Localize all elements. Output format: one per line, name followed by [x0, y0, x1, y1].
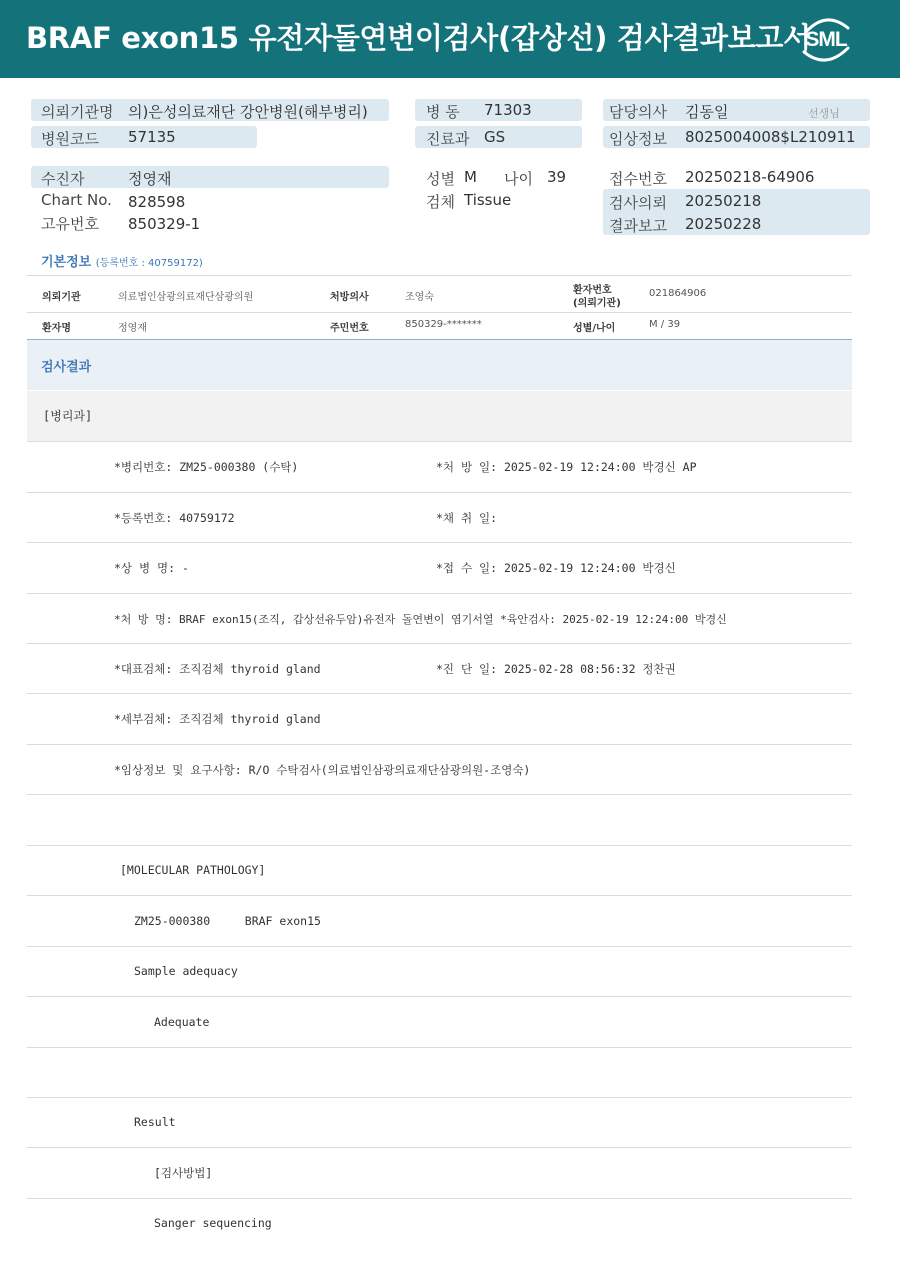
department-heading	[27, 391, 852, 441]
basic-presc-value: 조영숙	[405, 292, 434, 303]
result-line: *진 단 일: 2025-02-28 08:56:32 정찬권	[436, 662, 676, 676]
row-divider	[27, 693, 852, 694]
patient-label: 수진자	[41, 170, 85, 188]
institution-value: 의)은성의료재단 강안병원(해부병리)	[128, 103, 368, 121]
result-line: *임상정보 및 요구사항: R/O 수탁검사(의료법인삼광의료재단삼광의원-조영숙)	[114, 763, 531, 777]
row-divider	[27, 1097, 852, 1098]
result-line: *병리번호: ZM25-000380 (수탁)	[114, 460, 299, 474]
result-line: Result	[134, 1115, 176, 1129]
row-divider	[27, 845, 852, 846]
result-line: *채 취 일:	[436, 511, 498, 525]
hospital-code-value: 57135	[128, 128, 176, 146]
row-divider	[27, 593, 852, 594]
basic-sexage-value: M / 39	[649, 319, 681, 330]
ward-label: 병 동	[426, 103, 460, 121]
specimen-label: 검체	[426, 193, 455, 211]
specimen-value: Tissue	[464, 191, 512, 209]
basic-pno-label-2: (의뢰기관)	[573, 298, 621, 309]
doctor-suffix: 선생님	[808, 107, 840, 120]
sex-label: 성별	[426, 170, 455, 188]
chart-no-value: 828598	[128, 193, 186, 211]
age-value: 39	[547, 168, 567, 186]
result-line: *등록번호: 40759172	[114, 511, 235, 525]
patient-row	[31, 166, 389, 188]
age-label: 나이	[504, 170, 533, 188]
row-divider	[27, 542, 852, 543]
department-value: GS	[484, 128, 506, 146]
basic-name-label: 환자명	[42, 323, 71, 334]
results-header	[27, 340, 852, 390]
hospital-code-label: 병원코드	[41, 130, 99, 148]
unique-no-value: 850329-1	[128, 215, 201, 233]
result-line: *상 병 명: -	[114, 561, 189, 575]
result-line: [MOLECULAR PATHOLOGY]	[120, 863, 266, 877]
request-date-value: 20250218	[685, 192, 762, 210]
row-divider	[27, 441, 852, 442]
basic-rrn-label: 주민번호	[330, 323, 369, 334]
department-label: 진료과	[426, 130, 470, 148]
basic-name-value: 정영재	[118, 323, 147, 334]
result-line: Sample adequacy	[134, 964, 238, 978]
report-date-label: 결과보고	[609, 217, 667, 235]
institution-label: 의뢰기관명	[41, 103, 114, 121]
result-line: [검사방법]	[154, 1166, 213, 1180]
basic-pno-label-1: 환자번호	[573, 285, 612, 296]
request-date-label: 검사의뢰	[609, 194, 667, 212]
row-divider	[27, 1198, 852, 1199]
basic-sexage-label: 성별/나이	[573, 323, 616, 334]
chart-no-label: Chart No.	[41, 191, 112, 209]
result-line: *세부검체: 조직검체 thyroid gland	[114, 712, 321, 726]
report-date-value: 20250228	[685, 215, 762, 233]
divider	[27, 275, 852, 276]
result-line: *처 방 일: 2025-02-19 12:24:00 박경신 AP	[436, 460, 697, 474]
logo-text: SML	[805, 28, 847, 51]
result-line: Adequate	[154, 1015, 210, 1029]
sex-value: M	[464, 168, 477, 186]
basic-pno-value: 021864906	[649, 288, 707, 299]
basic-info-reg-no: (등록번호 : 40759172)	[95, 258, 203, 269]
sml-logo	[796, 12, 856, 66]
result-line: Sanger sequencing	[154, 1216, 272, 1230]
divider	[27, 312, 852, 313]
department-text: [병리과]	[43, 409, 93, 423]
basic-inst-value: 의료법인삼광의료재단삼광의원	[118, 292, 254, 303]
receipt-no-label: 접수번호	[609, 170, 667, 188]
row-divider	[27, 946, 852, 947]
basic-rrn-value: 850329-*******	[405, 319, 482, 330]
patient-value: 정영재	[128, 170, 172, 188]
row-divider	[27, 744, 852, 745]
result-line: *대표검체: 조직검체 thyroid gland	[114, 662, 321, 676]
ward-value: 71303	[484, 101, 532, 119]
result-line: *접 수 일: 2025-02-19 12:24:00 박경신	[436, 561, 676, 575]
clinical-info-label: 임상정보	[609, 130, 667, 148]
results-title: 검사결과	[41, 360, 92, 375]
row-divider	[27, 1147, 852, 1148]
basic-presc-label: 처방의사	[330, 292, 369, 303]
result-line: ZM25-000380 BRAF exon15	[134, 914, 321, 928]
report-header	[0, 0, 900, 78]
row-divider	[27, 492, 852, 493]
doctor-label: 담당의사	[609, 103, 667, 121]
row-divider	[27, 996, 852, 997]
row-divider	[27, 895, 852, 896]
clinical-info-value: 8025004008$L210911	[685, 128, 856, 146]
row-divider	[27, 643, 852, 644]
receipt-no-value: 20250218-64906	[685, 168, 815, 186]
doctor-value: 김동일	[685, 103, 729, 121]
basic-inst-label: 의뢰기관	[42, 292, 81, 303]
basic-info-title	[41, 251, 203, 270]
result-line: *처 방 명: BRAF exon15(조직, 갑상선유두암)유전자 돌연변이 염기서열 *육안검사: 2025-02-19 12:24:00 박경신	[114, 613, 727, 626]
row-divider	[27, 1047, 852, 1048]
report-title: BRAF exon15 유전자돌연변이검사(갑상선) 검사결과보고서	[26, 21, 811, 55]
basic-info-title-text: 기본정보	[41, 255, 92, 270]
row-divider	[27, 794, 852, 795]
unique-no-label: 고유번호	[41, 215, 99, 233]
